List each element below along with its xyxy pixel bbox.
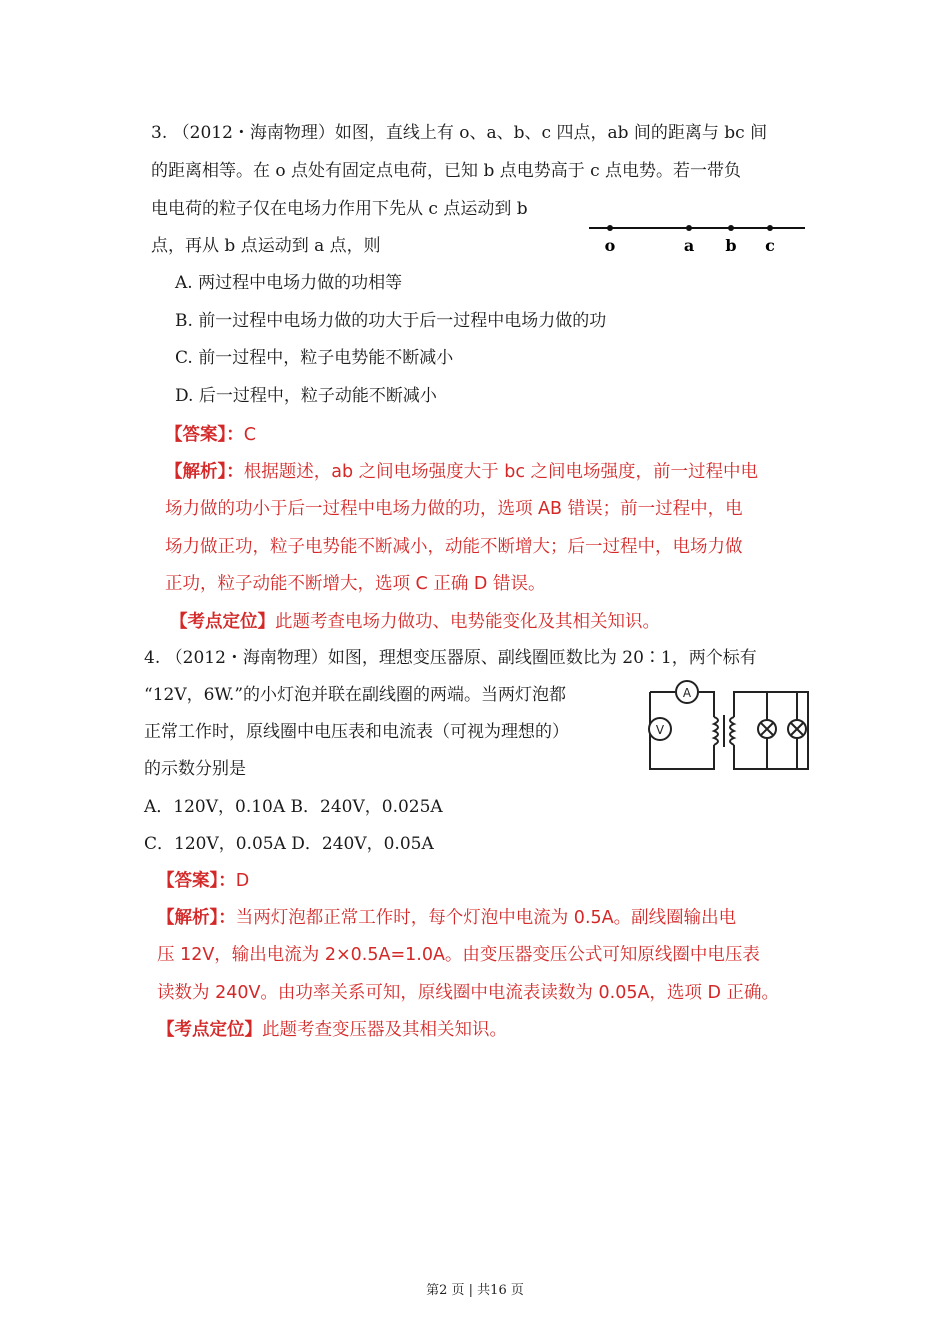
q3-point-o (607, 225, 613, 231)
q3-label-a: a (683, 236, 695, 255)
q4-point-text: 此题考查变压器及其相关知识。 (262, 1020, 507, 1040)
page-footer: 第2 页 | 共16 页 (426, 1283, 524, 1298)
q4-options-line-1: A．120V，0.10A B．240V，0.025A (144, 797, 443, 817)
q4-secondary-coil (730, 717, 734, 745)
q4-stem-line-1: 4. （2012・海南物理）如图，理想变压器原、副线圈匝数比为 20∶1，两个标有 (144, 648, 757, 668)
q3-option-d: D. 后一过程中，粒子动能不断减小 (175, 386, 437, 406)
q3-line-points-figure (585, 210, 810, 260)
q4-stem-line-4: 的示数分别是 (144, 759, 246, 779)
q4-analysis-line-2: 压 12V，输出电流为 2×0.5A=1.0A。由变压器变压公式可知原线圈中电压表 (157, 945, 760, 965)
q4-primary-coil (714, 717, 718, 745)
q3-point-a (686, 225, 692, 231)
q4-transformer-circuit-figure (640, 675, 815, 775)
q3-point-b (728, 225, 734, 231)
q3-analysis-line-2: 场力做的功小于后一过程中电场力做的功，选项 AB 错误；前一过程中，电 (165, 499, 743, 519)
q3-stem-line-3: 电电荷的粒子仅在电场力作用下先从 c 点运动到 b (151, 199, 528, 219)
q3-stem-line-1: 3. （2012・海南物理）如图，直线上有 o、a、b、c 四点，ab 间的距离与 bc 间 (151, 123, 768, 143)
q4-stem-line-2: “12V，6W.”的小灯泡并联在副线圈的两端。当两灯泡都 (144, 685, 567, 705)
q3-answer (165, 423, 256, 447)
q3-label-o: o (604, 236, 616, 255)
q4-stem-line-3: 正常工作时，原线圈中电压表和电流表（可视为理想的） (144, 722, 569, 742)
q3-analysis-line-3: 场力做正功，粒子电势能不断减小，动能不断增大；后一过程中，电场力做 (165, 537, 743, 557)
q3-point-tag: 【考点定位】 (170, 612, 275, 632)
q3-label-c: c (765, 236, 775, 255)
q4-point-tag: 【考点定位】 (157, 1020, 262, 1040)
q4-analysis-line-1 (157, 906, 736, 930)
q4-options-line-2: C．120V，0.05A D．240V，0.05A (144, 834, 434, 854)
q3-analysis-line-4: 正功，粒子动能不断增大，选项 C 正确 D 错误。 (165, 574, 546, 594)
q3-option-c: C. 前一过程中，粒子电势能不断减小 (175, 348, 454, 368)
q3-option-a: A. 两过程中电场力做的功相等 (175, 273, 403, 293)
q3-label-b: b (725, 236, 737, 255)
q4-point (157, 1018, 507, 1042)
q3-point-text: 此题考查电场力做功、电势能变化及其相关知识。 (275, 612, 660, 632)
q4-analysis-text-1: 当两灯泡都正常工作时，每个灯泡中电流为 0.5A。副线圈输出电 (235, 908, 737, 928)
q4-wire (699, 692, 714, 717)
q3-stem-line-4: 点，再从 b 点运动到 a 点，则 (151, 236, 381, 256)
q4-voltmeter-label: V (655, 723, 665, 737)
q3-analysis-line-1 (165, 460, 758, 484)
q3-option-b: B. 前一过程中电场力做的功大于后一过程中电场力做的功 (175, 311, 607, 331)
q3-analysis-tag: 【解析】： (165, 462, 244, 482)
q4-answer-tag: 【答案】： (157, 871, 236, 891)
q3-answer-tag: 【答案】： (165, 425, 244, 445)
q4-answer-value: D (235, 871, 250, 891)
q4-ammeter-label: A (682, 686, 692, 700)
q4-answer (157, 869, 249, 893)
q3-answer-value: C (243, 425, 256, 445)
q3-stem-line-2: 的距离相等。在 o 点处有固定点电荷，已知 b 点电势高于 c 点电势。若一带负 (151, 161, 742, 181)
q3-point (170, 610, 660, 634)
q3-analysis-text-1: 根据题述，ab 之间电场强度大于 bc 之间电场强度，前一过程中电 (243, 462, 758, 482)
q3-point-c (767, 225, 773, 231)
q4-analysis-tag: 【解析】： (157, 908, 236, 928)
q4-analysis-line-3: 读数为 240V。由功率关系可知，原线圈中电流表读数为 0.05A，选项 D 正确。 (157, 983, 780, 1003)
